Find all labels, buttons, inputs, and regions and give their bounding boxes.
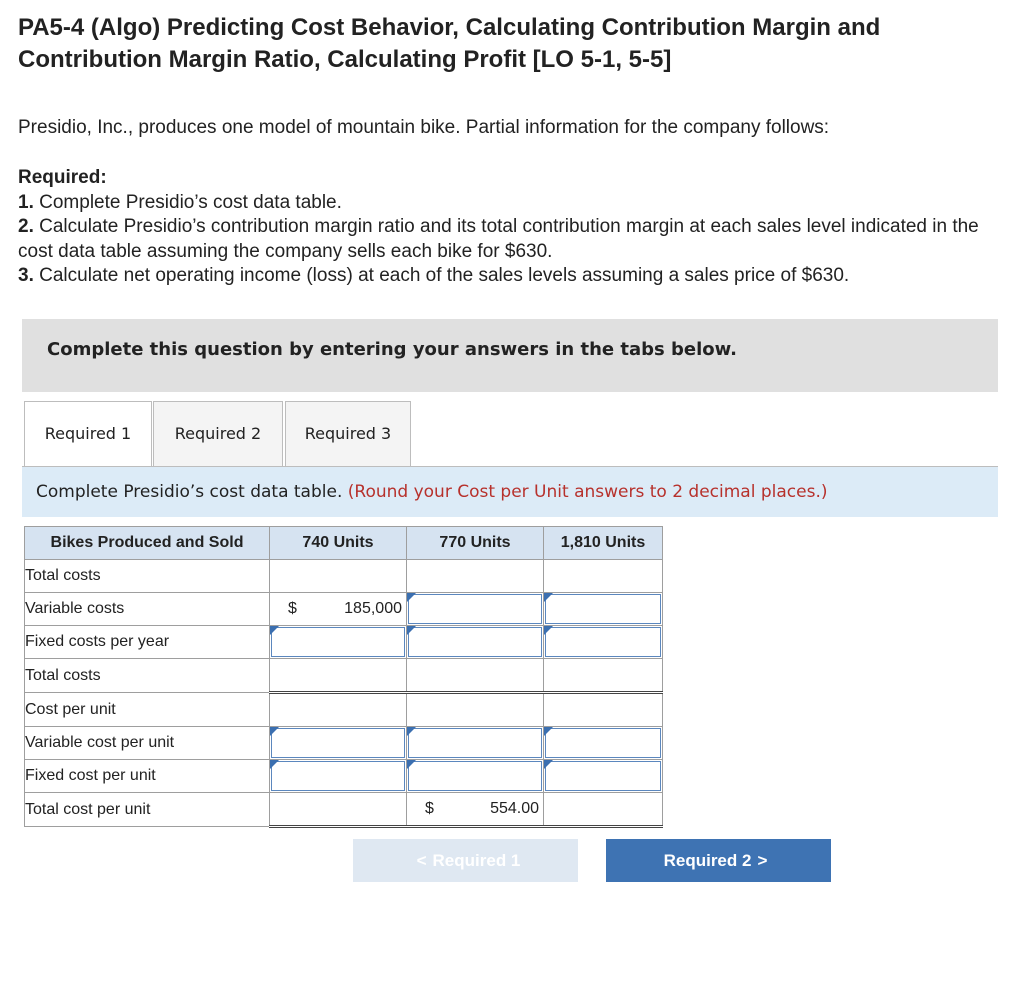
requirements — [18, 166, 1008, 289]
tab-required-2[interactable]: Required 2 — [153, 401, 283, 467]
row-label-fixed-costs: Fixed costs per year — [25, 626, 270, 659]
table-header-row — [25, 527, 663, 560]
variable-cost-unit-740-input[interactable] — [270, 727, 407, 760]
next-button[interactable] — [606, 839, 831, 882]
table-row — [25, 727, 663, 760]
variable-costs-740-value: $ 185,000 — [270, 593, 407, 626]
variable-costs-770-input[interactable] — [407, 593, 544, 626]
question-intro: Presidio, Inc., produces one model of mountain bike. Partial information for the company follows: — [18, 117, 830, 138]
row-label-total-cost-unit: Total cost per unit — [25, 793, 270, 827]
table-row — [25, 693, 663, 727]
tab-required-3[interactable]: Required 3 — [285, 401, 411, 467]
row-label-cost-per-unit-header: Cost per unit — [25, 693, 270, 727]
total-cost-unit-1810-cell — [544, 793, 663, 827]
total-cost-unit-770-value: $ 554.00 — [407, 793, 544, 827]
banner-text: Complete this question by entering your answers in the tabs below. — [47, 339, 737, 360]
next-button-label: Required 2 — [663, 851, 752, 870]
header-1810: 1,810 Units — [544, 527, 663, 560]
header-770: 770 Units — [407, 527, 544, 560]
requirement-3: 3. Calculate net operating income (loss) at each of the sales levels assuming a sales price of $630. — [18, 265, 850, 286]
variable-cost-unit-770-input[interactable] — [407, 727, 544, 760]
row-label-fixed-cost-unit: Fixed cost per unit — [25, 760, 270, 793]
total-costs-740-cell — [270, 659, 407, 693]
instruction-text: Complete Presidio’s cost data table. — [36, 482, 348, 502]
table-row — [25, 626, 663, 659]
fixed-costs-770-input[interactable] — [407, 626, 544, 659]
fixed-costs-1810-input[interactable] — [544, 626, 663, 659]
instruction-hint: (Round your Cost per Unit answers to 2 decimal places.) — [347, 482, 828, 502]
row-label-total-costs: Total costs — [25, 659, 270, 693]
question-title: PA5-4 (Algo) Predicting Cost Behavior, Calculating Contribution Margin and Contribution Margin Ratio, Calculating Profit [LO 5-1, 5-5] — [18, 14, 881, 73]
requirement-2: 2. Calculate Presidio’s contribution margin ratio and its total contribution margin at each sales level indicated in the cost data table assuming the company sells each bike for $630. — [18, 216, 979, 262]
row-label-variable-cost-unit: Variable cost per unit — [25, 727, 270, 760]
prev-button-label: Required 1 — [432, 851, 521, 870]
required-label: Required: — [18, 167, 107, 188]
prev-button[interactable] — [353, 839, 578, 882]
table-row — [25, 760, 663, 793]
total-costs-770-cell — [407, 659, 544, 693]
table-row — [25, 793, 663, 827]
cost-data-table — [24, 526, 663, 828]
tab-instruction — [22, 467, 998, 517]
variable-costs-1810-input[interactable] — [544, 593, 663, 626]
requirement-1: 1. Complete Presidio’s cost data table. — [18, 191, 342, 213]
tab-required-1[interactable]: Required 1 — [24, 401, 152, 469]
table-row — [25, 560, 663, 593]
chevron-right-icon: > — [757, 851, 768, 870]
header-740: 740 Units — [270, 527, 407, 560]
fixed-cost-unit-1810-input[interactable] — [544, 760, 663, 793]
row-label-variable-costs: Variable costs — [25, 593, 270, 626]
fixed-cost-unit-740-input[interactable] — [270, 760, 407, 793]
total-cost-unit-740-cell — [270, 793, 407, 827]
table-row — [25, 593, 663, 626]
fixed-costs-740-input[interactable] — [270, 626, 407, 659]
variable-cost-unit-1810-input[interactable] — [544, 727, 663, 760]
row-label-total-costs-header: Total costs — [25, 560, 270, 593]
header-bikes: Bikes Produced and Sold — [25, 527, 270, 560]
fixed-cost-unit-770-input[interactable] — [407, 760, 544, 793]
chevron-left-icon: < — [416, 851, 427, 870]
total-costs-1810-cell — [544, 659, 663, 693]
table-row — [25, 659, 663, 693]
instructions-banner — [22, 319, 998, 392]
